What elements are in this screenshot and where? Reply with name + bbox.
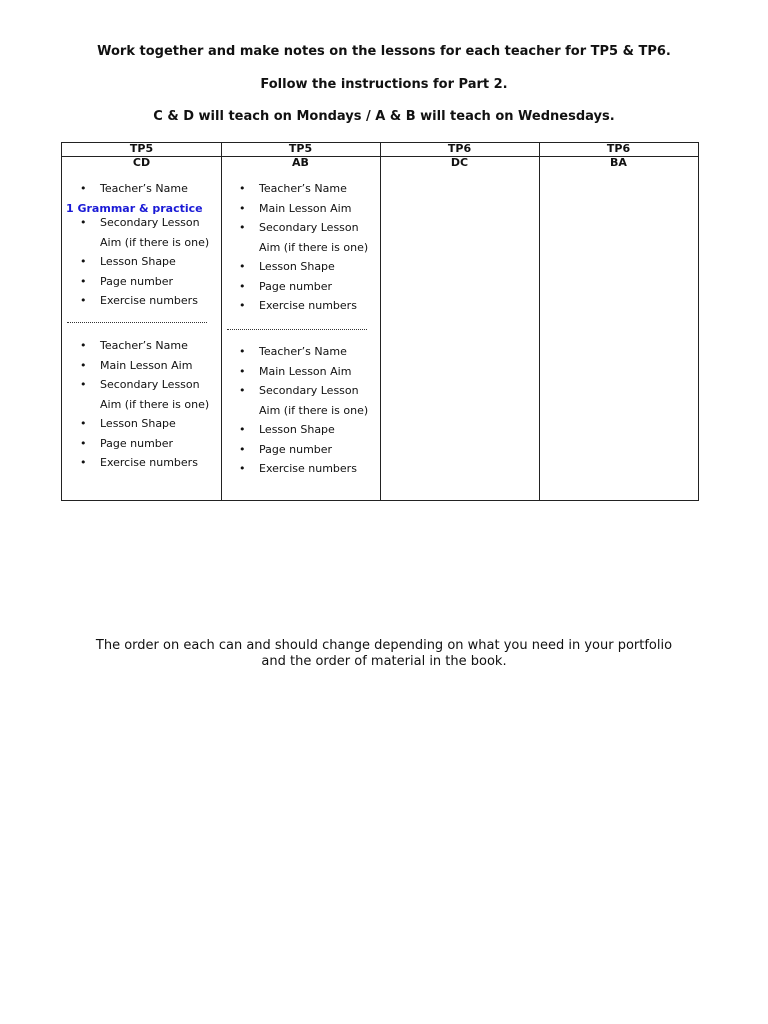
list-item: • Page number <box>66 434 209 454</box>
list-item: • Secondary Lesson <box>66 213 209 233</box>
list-item: • Page number <box>225 440 368 460</box>
grammar-practice-label: 1 Grammar & practice <box>66 202 203 215</box>
column-header-pair: BA <box>610 156 627 169</box>
list-item: • Main Lesson Aim <box>225 199 368 219</box>
cd-checklist-1b <box>66 213 209 311</box>
list-item: • Lesson Shape <box>66 414 209 434</box>
dotted-separator <box>67 322 207 323</box>
column-header-tp: TP6 <box>447 142 472 155</box>
list-item: • Page number <box>225 277 368 297</box>
column-header-pair: DC <box>450 156 469 169</box>
cd-checklist-1a <box>66 179 188 199</box>
ab-checklist-2 <box>225 342 368 479</box>
list-item: • Exercise numbers <box>225 459 368 479</box>
list-item: Aim (if there is one) <box>100 397 210 411</box>
list-item: • Exercise numbers <box>66 453 209 473</box>
list-item: • Main Lesson Aim <box>225 362 368 382</box>
list-item: • Secondary Lesson <box>225 381 368 401</box>
footer-note <box>0 638 768 670</box>
list-item: • Secondary Lesson <box>225 218 368 238</box>
list-item: Aim (if there is one) <box>100 235 210 249</box>
footer-line-1: The order on each can and should change depending on what you need in your portfolio <box>95 638 673 653</box>
column-divider <box>539 143 540 500</box>
instruction-heading-3: C & D will teach on Mondays / A & B will teach on Wednesdays. <box>153 109 615 124</box>
column-header-tp: TP6 <box>606 142 631 155</box>
list-item: • Teacher’s Name <box>225 179 368 199</box>
list-item: • Teacher’s Name <box>225 342 368 362</box>
list-item: • Page number <box>66 272 209 292</box>
column-header-pair: CD <box>132 156 151 169</box>
column-header-pair: AB <box>292 156 309 169</box>
list-item: • Secondary Lesson <box>66 375 209 395</box>
column-divider <box>380 143 381 500</box>
column-divider <box>221 143 222 500</box>
list-item: • Lesson Shape <box>66 252 209 272</box>
ab-checklist-1 <box>225 179 368 316</box>
list-item: • Teacher’s Name <box>66 179 188 199</box>
list-item: • Main Lesson Aim <box>66 356 209 376</box>
instruction-heading-1: Work together and make notes on the lessons for each teacher for TP5 & TP6. <box>97 44 671 59</box>
list-item: • Exercise numbers <box>66 291 209 311</box>
list-item: • Exercise numbers <box>225 296 368 316</box>
list-item: • Lesson Shape <box>225 420 368 440</box>
dotted-separator <box>227 329 367 330</box>
instruction-heading-2: Follow the instructions for Part 2. <box>260 77 508 92</box>
cd-checklist-2 <box>66 336 209 473</box>
list-item: • Lesson Shape <box>225 257 368 277</box>
footer-line-2: and the order of material in the book. <box>261 654 507 669</box>
list-item: • Teacher’s Name <box>66 336 209 356</box>
column-header-tp: TP5 <box>129 142 154 155</box>
lesson-notes-table <box>61 142 699 501</box>
list-item: Aim (if there is one) <box>259 240 369 254</box>
column-header-tp: TP5 <box>288 142 313 155</box>
list-item: Aim (if there is one) <box>259 403 369 417</box>
